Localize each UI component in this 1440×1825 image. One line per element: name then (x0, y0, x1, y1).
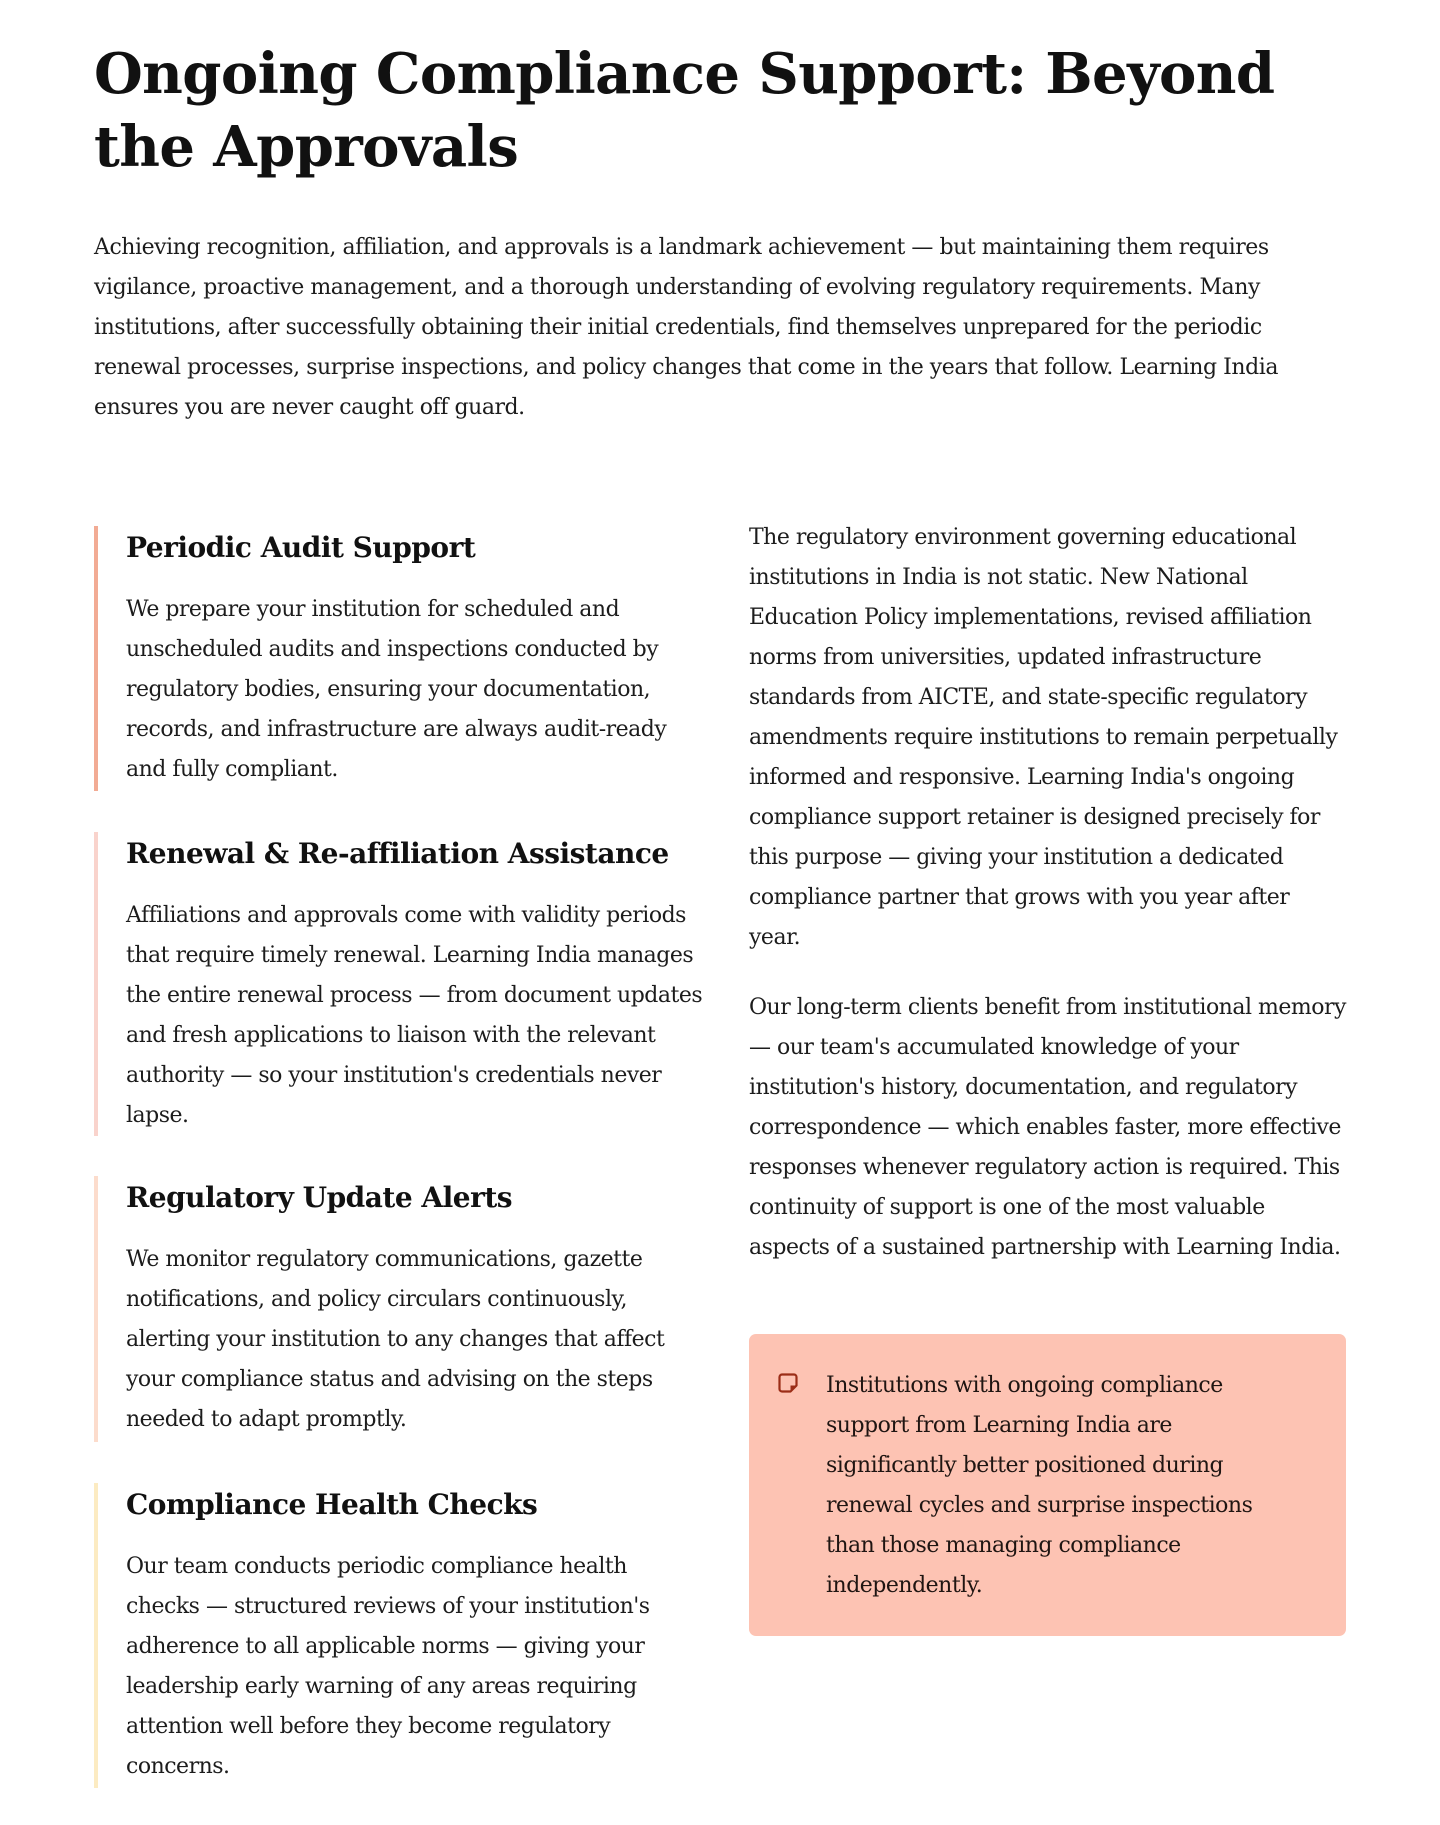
narrative-paragraph: The regulatory environment governing educational institutions in India is not static. New National Education Policy implementations, revised affiliation norms from universities, updated infrastructure standards from AICTE, and state-specific regulatory amendments require institutions to remain perpetually informed and responsive. Learning India's ongoing compliance support retainer is designed precisely for this purpose — giving your institution a dedicated compliance partner that grows with you year after year. (749, 525, 1338, 950)
feature-title: Compliance Health Checks (126, 1488, 538, 1521)
feature-compliance-health-checks (94, 1483, 704, 1788)
feature-title: Periodic Audit Support (126, 531, 476, 564)
callout-note (749, 1334, 1346, 1636)
narrative-paragraph: Our long-term clients benefit from institutional memory — our team's accumulated knowledge of your institution's history, documentation, and regulatory correspondence — which enables faster, more effective responses whenever regulatory action is required. This continuity of support is one of the most valuable aspects of a sustained partnership with Learning India. (749, 995, 1346, 1260)
sticky-note-icon (777, 1372, 799, 1394)
page-content (94, 38, 1346, 1779)
feature-body: We prepare your institution for scheduled and unscheduled audits and inspections conducted by regulatory bodies, ensuring your documentation, records, and infrastructure are always audit-ready and fully compliant. (126, 597, 667, 782)
feature-periodic-audit-support (94, 526, 704, 791)
intro-paragraph: Achieving recognition, affiliation, and approvals is a landmark achievement — but maintaining them requires vigilance, proactive management, and a thorough understanding of evolving regulatory requirements. Many institutions, after successfully obtaining their initial credentials, find themselves unprepared for the periodic renewal processes, surprise inspections, and policy changes that come in the years that follow. Learning India ensures you are never caught off guard. (94, 235, 1278, 420)
page-title: Ongoing Compliance Support: Beyond the Approvals (94, 41, 1275, 180)
feature-regulatory-update-alerts (94, 1176, 704, 1442)
feature-body: Affiliations and approvals come with validity periods that require timely renewal. Learning India manages the entire renewal process — from document updates and fresh applications to liaison with the relevant authority — so your institution's credentials never lapse. (126, 903, 703, 1128)
feature-title: Regulatory Update Alerts (126, 1181, 513, 1214)
feature-renewal-reaffiliation (94, 832, 704, 1136)
feature-body: We monitor regulatory communications, gazette notifications, and policy circulars continuously, alerting your institution to any changes that affect your compliance status and advising on the steps needed to adapt promptly. (126, 1247, 665, 1432)
callout-text: Institutions with ongoing compliance support from Learning India are significantly better positioned during renewal cycles and surprise inspections than those managing compliance independently. (826, 1373, 1253, 1598)
feature-body: Our team conducts periodic compliance health checks — structured reviews of your institution's adherence to all applicable norms — giving your leadership early warning of any areas requiring attention well before they become regulatory concerns. (126, 1554, 650, 1779)
feature-title: Renewal & Re-affiliation Assistance (126, 837, 669, 870)
